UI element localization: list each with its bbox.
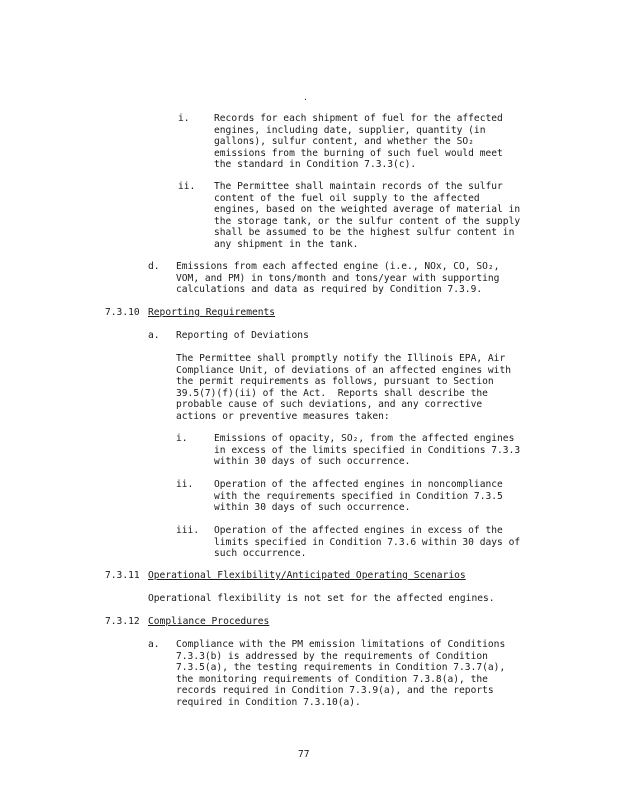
sub-item-iii-label: iii. <box>176 525 200 536</box>
page-number: 77 <box>298 749 310 760</box>
text-line: Emissions from each affected engine (i.e., NOx, CO, SO₂, <box>176 261 500 272</box>
text-line: the permit requirements as follows, pursuant to Section <box>176 376 494 387</box>
item-i-text <box>214 113 503 171</box>
reporting-paragraph <box>176 353 511 422</box>
section-number-7-3-11: 7.3.11 <box>105 570 140 581</box>
text-line: such occurrence. <box>214 548 307 559</box>
text-line: engines, including date, supplier, quantity (in <box>214 124 486 136</box>
text-line: gallons), sulfur content, and whether the SO₂ <box>214 136 474 147</box>
text-line: Operation of the affected engines in noncompliance <box>214 479 503 490</box>
compliance-item-a-text <box>176 639 505 708</box>
text-line: Compliance Unit, of deviations of an affected engines with <box>176 364 512 376</box>
text-line: shall be assumed to be the highest sulfur content in <box>214 227 515 238</box>
sub-item-i-text <box>214 433 520 468</box>
sub-item-i-label: i. <box>176 433 188 444</box>
text-line: engines, based on the weighted average of material in <box>214 204 521 215</box>
text-line: VOM, and PM) in tons/month and tons/year with supporting <box>176 272 500 284</box>
item-ii-text <box>214 181 520 250</box>
sub-item-iii-text <box>214 525 520 560</box>
text-line: any shipment in the tank. <box>214 238 359 250</box>
item-a-title: Reporting of Deviations <box>176 330 309 341</box>
text-line: The Permittee shall promptly notify the Illinois EPA, Air <box>176 353 506 364</box>
section-number-7-3-12: 7.3.12 <box>105 616 140 627</box>
compliance-item-a-label: a. <box>148 639 160 650</box>
section-title-operational-flexibility: Operational Flexibility/Anticipated Operating Scenarios <box>148 570 466 581</box>
text-line: content of the fuel oil supply to the affected <box>214 192 480 204</box>
text-line: The Permittee shall maintain records of the sulfur <box>214 181 503 192</box>
section-title-compliance-procedures: Compliance Procedures <box>148 616 270 627</box>
text-line: Emissions of opacity, SO₂, from the affected engines <box>214 433 515 444</box>
text-line: required in Condition 7.3.10(a). <box>176 696 361 708</box>
operational-flexibility-text: Operational flexibility is not set for the affected engines. <box>148 593 495 604</box>
text-line: calculations and data as required by Condition 7.3.9. <box>176 284 483 295</box>
text-line: 7.3.5(a), the testing requirements in Condition 7.3.7(a), <box>176 662 506 673</box>
text-line: Compliance with the PM emission limitations of Conditions <box>176 639 506 650</box>
text-line: the monitoring requirements of Condition 7.3.8(a), the <box>176 673 488 685</box>
item-a-label: a. <box>148 330 160 341</box>
text-line: limits specified in Condition 7.3.6 within 30 days of <box>214 536 521 548</box>
text-line: Operation of the affected engines in excess of the <box>214 525 503 536</box>
stray-mark: · <box>303 95 308 104</box>
text-line: 39.5(7)(f)(ii) of the Act. Reports shall describe the <box>176 387 488 399</box>
text-line: with the requirements specified in Condition 7.3.5 <box>214 490 503 502</box>
text-line: the standard in Condition 7.3.3(c). <box>214 159 417 170</box>
sub-item-ii-text <box>214 479 503 514</box>
text-line: the storage tank, or the sulfur content of the supply <box>214 215 521 227</box>
text-line: within 30 days of such occurrence. <box>214 502 411 513</box>
item-d-label: d. <box>148 261 160 272</box>
text-line: within 30 days of such occurrence. <box>214 456 411 467</box>
text-line: Records for each shipment of fuel for the affected <box>214 113 503 124</box>
item-d-text <box>176 261 499 296</box>
text-line: actions or preventive measures taken: <box>176 410 390 422</box>
item-i-label: i. <box>178 113 190 124</box>
text-line: emissions from the burning of such fuel would meet <box>214 147 503 159</box>
text-line: records required in Condition 7.3.9(a), and the reports <box>176 685 494 696</box>
text-line: probable cause of such deviations, and any corrective <box>176 399 483 410</box>
sub-item-ii-label: ii. <box>176 479 194 490</box>
text-line: in excess of the limits specified in Conditions 7.3.3 <box>214 444 521 456</box>
section-title-reporting: Reporting Requirements <box>148 307 276 318</box>
item-ii-label: ii. <box>178 181 196 192</box>
section-number-7-3-10: 7.3.10 <box>105 307 140 318</box>
text-line: 7.3.3(b) is addressed by the requirements of Condition <box>176 650 488 662</box>
